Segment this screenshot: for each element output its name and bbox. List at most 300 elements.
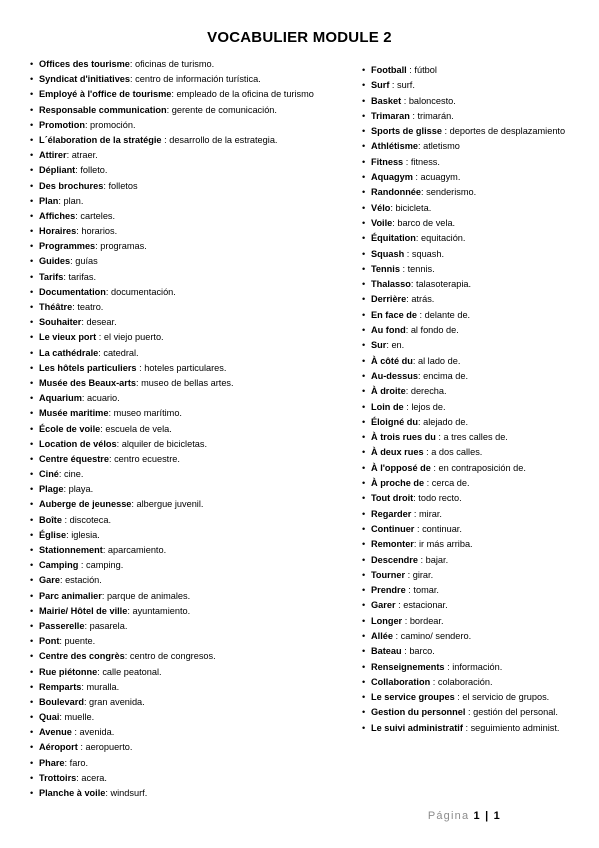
vocabulary-separator: : [465, 707, 474, 718]
bullet-icon: • [30, 514, 34, 525]
vocabulary-separator: : [105, 286, 111, 297]
vocabulary-entry [362, 94, 599, 109]
vocabulary-definition: aeropuerto. [85, 742, 133, 753]
vocabulary-entry [30, 103, 340, 118]
vocabulary-term: Remparts [39, 681, 82, 692]
vocabulary-definition: girar. [412, 569, 434, 580]
vocabulary-separator: : [441, 126, 450, 137]
vocabulary-term: Sports de glisse [371, 126, 442, 137]
bullet-icon: • [30, 241, 34, 252]
bullet-icon: • [362, 294, 366, 305]
vocabulary-entry [30, 482, 340, 497]
vocabulary-separator: : [95, 241, 101, 252]
vocabulary-entry [362, 522, 599, 537]
vocabulary-definition: iglesia. [71, 529, 100, 540]
bullet-icon: • [362, 416, 366, 427]
vocabulary-entry [30, 87, 340, 102]
vocabulary-term: Avenue [39, 727, 72, 738]
vocabulary-entry [362, 660, 599, 675]
vocabulary-separator: : [101, 590, 107, 601]
vocabulary-definition: aparcamiento. [107, 545, 167, 555]
vocabulary-term: L´élaboration de la stratégie [39, 134, 162, 145]
vocabulary-entry [30, 376, 340, 391]
vocabulary-definition: escuela de vela. [105, 423, 172, 434]
vocabulary-term: Employé à l'office de tourisme [39, 89, 172, 100]
vocabulary-entry [30, 528, 340, 543]
bullet-icon: • [362, 141, 366, 152]
bullet-icon: • [362, 340, 366, 351]
bullet-icon: • [30, 180, 34, 191]
vocabulary-definition: todo recto. [418, 493, 462, 504]
vocabulary-separator: : [401, 646, 410, 657]
vocabulary-entry [30, 695, 340, 710]
vocabulary-definition: acera. [81, 772, 107, 783]
vocabulary-separator: : [71, 727, 80, 738]
bullet-icon: • [30, 666, 34, 677]
vocabulary-definition: discoteca. [69, 514, 112, 525]
vocabulary-term: Documentation [39, 286, 106, 297]
vocabulary-term: Mairie/ Hôtel de ville [39, 605, 128, 616]
vocabulary-definition: camping. [85, 560, 124, 571]
vocabulary-definition: gestión del personal. [473, 707, 558, 718]
vocabulary-definition: barco de vela. [397, 217, 456, 228]
vocabulary-definition: tomar. [413, 585, 439, 596]
vocabulary-separator: : [403, 401, 412, 412]
vocabulary-separator: : [136, 362, 145, 373]
vocabulary-entry [362, 201, 599, 216]
vocabulary-entry [30, 665, 340, 680]
vocabulary-separator: : [462, 722, 471, 733]
vocabulary-entry [362, 568, 599, 583]
vocabulary-separator: : [430, 462, 439, 473]
vocabulary-definition: desarrollo de la estrategia. [169, 134, 278, 145]
vocabulary-separator: : [430, 676, 438, 687]
vocabulary-definition: derecha. [410, 386, 447, 397]
vocabulary-separator: : [405, 585, 414, 596]
vocabulary-separator: : [108, 453, 115, 464]
bullet-icon: • [30, 788, 34, 798]
bullet-icon: • [362, 65, 366, 75]
vocabulary-definition: guías [75, 256, 98, 267]
vocabulary-entry [362, 384, 599, 399]
footer-separator: | [485, 810, 490, 822]
vocabulary-term: Programmes [39, 241, 96, 252]
bullet-icon: • [362, 172, 366, 183]
vocabulary-entry [362, 415, 599, 430]
vocabulary-entry [362, 507, 599, 522]
vocabulary-term: Longer [371, 615, 403, 626]
vocabulary-term: Squash [371, 248, 405, 259]
left-vocabulary-column [30, 57, 340, 801]
vocabulary-separator: : [59, 575, 66, 586]
vocabulary-term: À proche de [371, 478, 425, 489]
vocabulary-entry [362, 308, 599, 323]
vocabulary-entry [30, 361, 340, 376]
vocabulary-entry [362, 124, 599, 139]
vocabulary-entry [362, 338, 599, 353]
vocabulary-definition: centro ecuestre. [114, 453, 180, 464]
vocabulary-entry [362, 583, 599, 598]
vocabulary-separator: : [413, 539, 419, 550]
vocabulary-term: Tout droit [371, 493, 414, 504]
vocabulary-definition: centro de congresos. [129, 651, 216, 662]
bullet-icon: • [362, 95, 366, 106]
bullet-icon: • [362, 646, 366, 657]
bullet-icon: • [362, 554, 366, 565]
vocabulary-separator: : [415, 233, 422, 244]
vocabulary-entry [362, 78, 599, 93]
bullet-icon: • [30, 438, 34, 449]
vocabulary-definition: catedral. [103, 347, 139, 358]
vocabulary-term: Continuer [371, 523, 415, 534]
vocabulary-term: Éloigné du [371, 416, 418, 427]
bullet-icon: • [362, 355, 366, 366]
vocabulary-separator: : [395, 600, 404, 611]
vocabulary-term: Équitation [371, 233, 416, 244]
vocabulary-term: À côté du [371, 355, 413, 366]
vocabulary-entry [30, 725, 340, 740]
vocabulary-entry [362, 323, 599, 338]
vocabulary-definition: desear. [86, 317, 117, 328]
vocabulary-term: Stationnement [39, 545, 103, 555]
vocabulary-entry [362, 277, 599, 292]
vocabulary-term: Thalasso [371, 279, 411, 290]
vocabulary-entry [30, 133, 340, 148]
vocabulary-entry [30, 513, 340, 528]
vocabulary-term: Football [371, 65, 407, 75]
vocabulary-term: Tourner [371, 569, 406, 580]
bullet-icon: • [362, 508, 366, 519]
vocabulary-definition: playa. [68, 484, 94, 495]
vocabulary-separator: : [411, 508, 420, 519]
vocabulary-entry [30, 118, 340, 133]
bullet-icon: • [30, 484, 34, 495]
vocabulary-entry [362, 155, 599, 170]
vocabulary-entry [362, 354, 599, 369]
vocabulary-entry [30, 740, 340, 755]
vocabulary-entry [362, 430, 599, 445]
vocabulary-term: Boîte [39, 514, 62, 525]
vocabulary-definition: fútbol [414, 65, 437, 75]
vocabulary-definition: muelle. [64, 712, 95, 723]
bullet-icon: • [362, 248, 366, 259]
vocabulary-separator: : [116, 438, 122, 449]
right-vocabulary-column [362, 63, 599, 736]
bullet-icon: • [30, 560, 34, 571]
vocabulary-separator: : [171, 89, 177, 100]
bullet-icon: • [30, 89, 34, 100]
bullet-icon: • [30, 469, 34, 480]
vocabulary-separator: : [64, 757, 70, 768]
vocabulary-term: Surf [371, 80, 390, 91]
vocabulary-entry [362, 675, 599, 690]
vocabulary-entry [30, 756, 340, 771]
vocabulary-entry [30, 634, 340, 649]
vocabulary-entry [362, 247, 599, 262]
vocabulary-separator: : [61, 514, 70, 525]
vocabulary-term: À l'opposé de [371, 462, 431, 473]
vocabulary-term: Allée [371, 630, 393, 641]
bullet-icon: • [362, 630, 366, 641]
vocabulary-term: Au-dessus [371, 370, 418, 381]
bullet-icon: • [30, 620, 34, 631]
vocabulary-entry [362, 139, 599, 154]
vocabulary-definition: baloncesto. [408, 95, 456, 106]
bullet-icon: • [362, 432, 366, 443]
vocabulary-separator: : [389, 80, 398, 91]
vocabulary-entry [362, 63, 599, 78]
vocabulary-term: Aquagym [371, 172, 413, 183]
vocabulary-separator: : [75, 165, 81, 176]
vocabulary-separator: : [435, 432, 444, 443]
vocabulary-separator: : [63, 271, 69, 282]
vocabulary-definition: centro de información turística. [135, 74, 261, 85]
vocabulary-definition: promoción. [90, 119, 136, 130]
vocabulary-definition: oficinas de turismo. [135, 59, 215, 69]
bullet-icon: • [362, 279, 366, 290]
bullet-icon: • [30, 362, 34, 373]
vocabulary-term: Athlétisme [371, 141, 418, 152]
vocabulary-separator: : [403, 156, 411, 167]
bullet-icon: • [30, 712, 34, 723]
bullet-icon: • [362, 325, 366, 336]
vocabulary-entry [30, 315, 340, 330]
vocabulary-term: Aéroport [39, 742, 78, 753]
vocabulary-definition: documentación. [110, 286, 176, 297]
bullet-icon: • [362, 707, 366, 718]
vocabulary-entry [30, 497, 340, 512]
vocabulary-entry [362, 705, 599, 720]
vocabulary-definition: camino/ sendero. [400, 630, 472, 641]
vocabulary-term: Tarifs [39, 271, 64, 282]
vocabulary-separator: : [58, 195, 64, 206]
vocabulary-entry [362, 614, 599, 629]
vocabulary-entry [30, 649, 340, 664]
bullet-icon: • [30, 499, 34, 510]
vocabulary-entry [30, 710, 340, 725]
vocabulary-separator: : [81, 317, 87, 328]
vocabulary-definition: trimarán. [417, 110, 454, 121]
vocabulary-entry [30, 452, 340, 467]
vocabulary-separator: : [417, 370, 424, 381]
vocabulary-term: Vélo [371, 202, 391, 213]
vocabulary-definition: cerca de. [431, 478, 470, 489]
vocabulary-entry [362, 262, 599, 277]
vocabulary-term: Horaires [39, 226, 77, 237]
vocabulary-separator: : [108, 408, 114, 419]
vocabulary-definition: museo de bellas artes. [141, 377, 234, 388]
vocabulary-term: Trottoirs [39, 772, 77, 783]
vocabulary-definition: atrás. [411, 294, 435, 305]
bullet-icon: • [362, 447, 366, 458]
vocabulary-definition: horarios. [81, 226, 118, 237]
vocabulary-entry [362, 231, 599, 246]
vocabulary-term: Prendre [371, 585, 406, 596]
vocabulary-entry [362, 369, 599, 384]
vocabulary-definition: gran avenida. [89, 696, 145, 707]
vocabulary-definition: en. [391, 340, 405, 351]
vocabulary-separator: : [81, 681, 87, 692]
vocabulary-definition: folleto. [80, 165, 108, 176]
vocabulary-entry [362, 537, 599, 552]
vocabulary-entry [362, 598, 599, 613]
bullet-icon: • [30, 317, 34, 328]
vocabulary-separator: : [75, 210, 81, 221]
footer-page-total: 1 [493, 810, 501, 822]
bullet-icon: • [30, 150, 34, 161]
vocabulary-separator: : [410, 279, 416, 290]
bullet-icon: • [362, 692, 366, 703]
vocabulary-term: En face de [371, 309, 417, 320]
vocabulary-separator: : [406, 294, 412, 305]
vocabulary-term: Dépliant [39, 165, 76, 176]
vocabulary-definition: plan. [63, 195, 84, 206]
bullet-icon: • [362, 661, 366, 672]
vocabulary-term: Rue piétonne [39, 666, 98, 677]
bullet-icon: • [30, 271, 34, 282]
vocabulary-entry [30, 558, 340, 573]
vocabulary-entry [362, 216, 599, 231]
vocabulary-separator: : [401, 95, 409, 106]
vocabulary-definition: al fondo de. [410, 325, 459, 336]
vocabulary-separator: : [404, 248, 412, 259]
bullet-icon: • [30, 636, 34, 647]
bullet-icon: • [362, 462, 366, 473]
vocabulary-separator: : [417, 141, 424, 152]
vocabulary-definition: windsurf. [110, 788, 148, 798]
vocabulary-term: Ciné [39, 469, 59, 480]
bullet-icon: • [362, 615, 366, 626]
vocabulary-definition: barco. [409, 646, 435, 657]
vocabulary-term: Musée maritime [39, 408, 109, 419]
vocabulary-term: Gare [39, 575, 60, 586]
vocabulary-term: Guides [39, 256, 71, 267]
vocabulary-definition: equitación. [421, 233, 466, 244]
vocabulary-definition: información. [452, 661, 503, 672]
vocabulary-separator: : [59, 636, 65, 647]
vocabulary-term: Église [39, 529, 67, 540]
vocabulary-definition: fitness. [410, 156, 440, 167]
vocabulary-definition: bajar. [425, 554, 449, 565]
vocabulary-term: À trois rues du [371, 432, 436, 443]
vocabulary-entry [30, 680, 340, 695]
bullet-icon: • [30, 393, 34, 404]
vocabulary-separator: : [81, 393, 87, 404]
vocabulary-separator: : [161, 134, 170, 145]
vocabulary-definition: pasarela. [89, 620, 128, 631]
vocabulary-separator: : [84, 119, 91, 130]
vocabulary-term: Fitness [371, 156, 404, 167]
vocabulary-definition: avenida. [79, 727, 115, 738]
vocabulary-separator: : [130, 74, 136, 85]
vocabulary-term: Regarder [371, 508, 412, 519]
vocabulary-term: Loin de [371, 401, 404, 412]
vocabulary-separator: : [390, 202, 396, 213]
bullet-icon: • [30, 651, 34, 662]
vocabulary-entry [362, 690, 599, 705]
vocabulary-definition: atletismo [423, 141, 460, 152]
vocabulary-definition: a tres calles de. [443, 432, 508, 443]
vocabulary-separator: : [103, 180, 109, 191]
vocabulary-separator: : [100, 423, 106, 434]
vocabulary-term: À droite [371, 386, 406, 397]
vocabulary-entry [30, 194, 340, 209]
vocabulary-definition: ir más arriba. [419, 539, 473, 550]
vocabulary-term: Camping [39, 560, 79, 571]
bullet-icon: • [30, 742, 34, 753]
vocabulary-definition: colaboración. [437, 676, 493, 687]
vocabulary-separator: : [412, 172, 421, 183]
vocabulary-term: Planche à voile [39, 788, 106, 798]
bullet-icon: • [30, 408, 34, 419]
bullet-icon: • [30, 165, 34, 176]
vocabulary-entry [30, 163, 340, 178]
vocabulary-term: Basket [371, 95, 402, 106]
vocabulary-definition: en contraposición de. [438, 462, 526, 473]
bullet-icon: • [362, 126, 366, 137]
vocabulary-definition: surf. [397, 80, 415, 91]
vocabulary-definition: museo marítimo. [113, 408, 182, 419]
vocabulary-separator: : [417, 554, 426, 565]
vocabulary-separator: : [392, 630, 401, 641]
vocabulary-separator: : [406, 65, 415, 75]
bullet-icon: • [30, 377, 34, 388]
vocabulary-definition: alquiler de bicicletas. [121, 438, 208, 449]
vocabulary-definition: el viejo puerto. [103, 332, 164, 343]
vocabulary-term: Le suivi administratif [371, 722, 463, 733]
vocabulary-separator: : [127, 605, 133, 616]
vocabulary-term: Attirer [39, 150, 67, 161]
vocabulary-term: Collaboration [371, 676, 431, 687]
vocabulary-separator: : [76, 772, 82, 783]
bullet-icon: • [30, 757, 34, 768]
vocabulary-entry [30, 239, 340, 254]
vocabulary-definition: albergue juvenil. [136, 499, 204, 510]
bullet-icon: • [30, 104, 34, 115]
vocabulary-term: Théâtre [39, 302, 73, 312]
vocabulary-separator: : [124, 651, 130, 662]
vocabulary-separator: : [96, 332, 104, 343]
vocabulary-definition: ayuntamiento. [132, 605, 191, 616]
vocabulary-entry [362, 109, 599, 124]
vocabulary-definition: delante de. [424, 309, 471, 320]
vocabulary-definition: empleado de la oficina de turismo [176, 89, 314, 100]
vocabulary-entry [362, 170, 599, 185]
bullet-icon: • [362, 386, 366, 397]
vocabulary-entry [362, 553, 599, 568]
vocabulary-separator: : [405, 386, 411, 397]
bullet-icon: • [362, 110, 366, 121]
vocabulary-term: Trimaran [371, 110, 410, 121]
vocabulary-entry [362, 461, 599, 476]
vocabulary-separator: : [421, 187, 427, 198]
vocabulary-definition: acuagym. [420, 172, 461, 183]
vocabulary-separator: : [84, 620, 90, 631]
bullet-icon: • [30, 332, 34, 343]
vocabulary-entry [30, 300, 340, 315]
vocabulary-separator: : [58, 469, 65, 480]
vocabulary-term: Descendre [371, 554, 418, 565]
vocabulary-entry [30, 346, 340, 361]
bullet-icon: • [362, 217, 366, 228]
vocabulary-definition: tarifas. [68, 271, 97, 282]
bullet-icon: • [30, 727, 34, 738]
vocabulary-entry [362, 476, 599, 491]
vocabulary-separator: : [102, 545, 108, 555]
vocabulary-definition: deportes de desplazamiento [449, 126, 566, 137]
vocabulary-entry [30, 330, 340, 345]
vocabulary-entry [30, 437, 340, 452]
